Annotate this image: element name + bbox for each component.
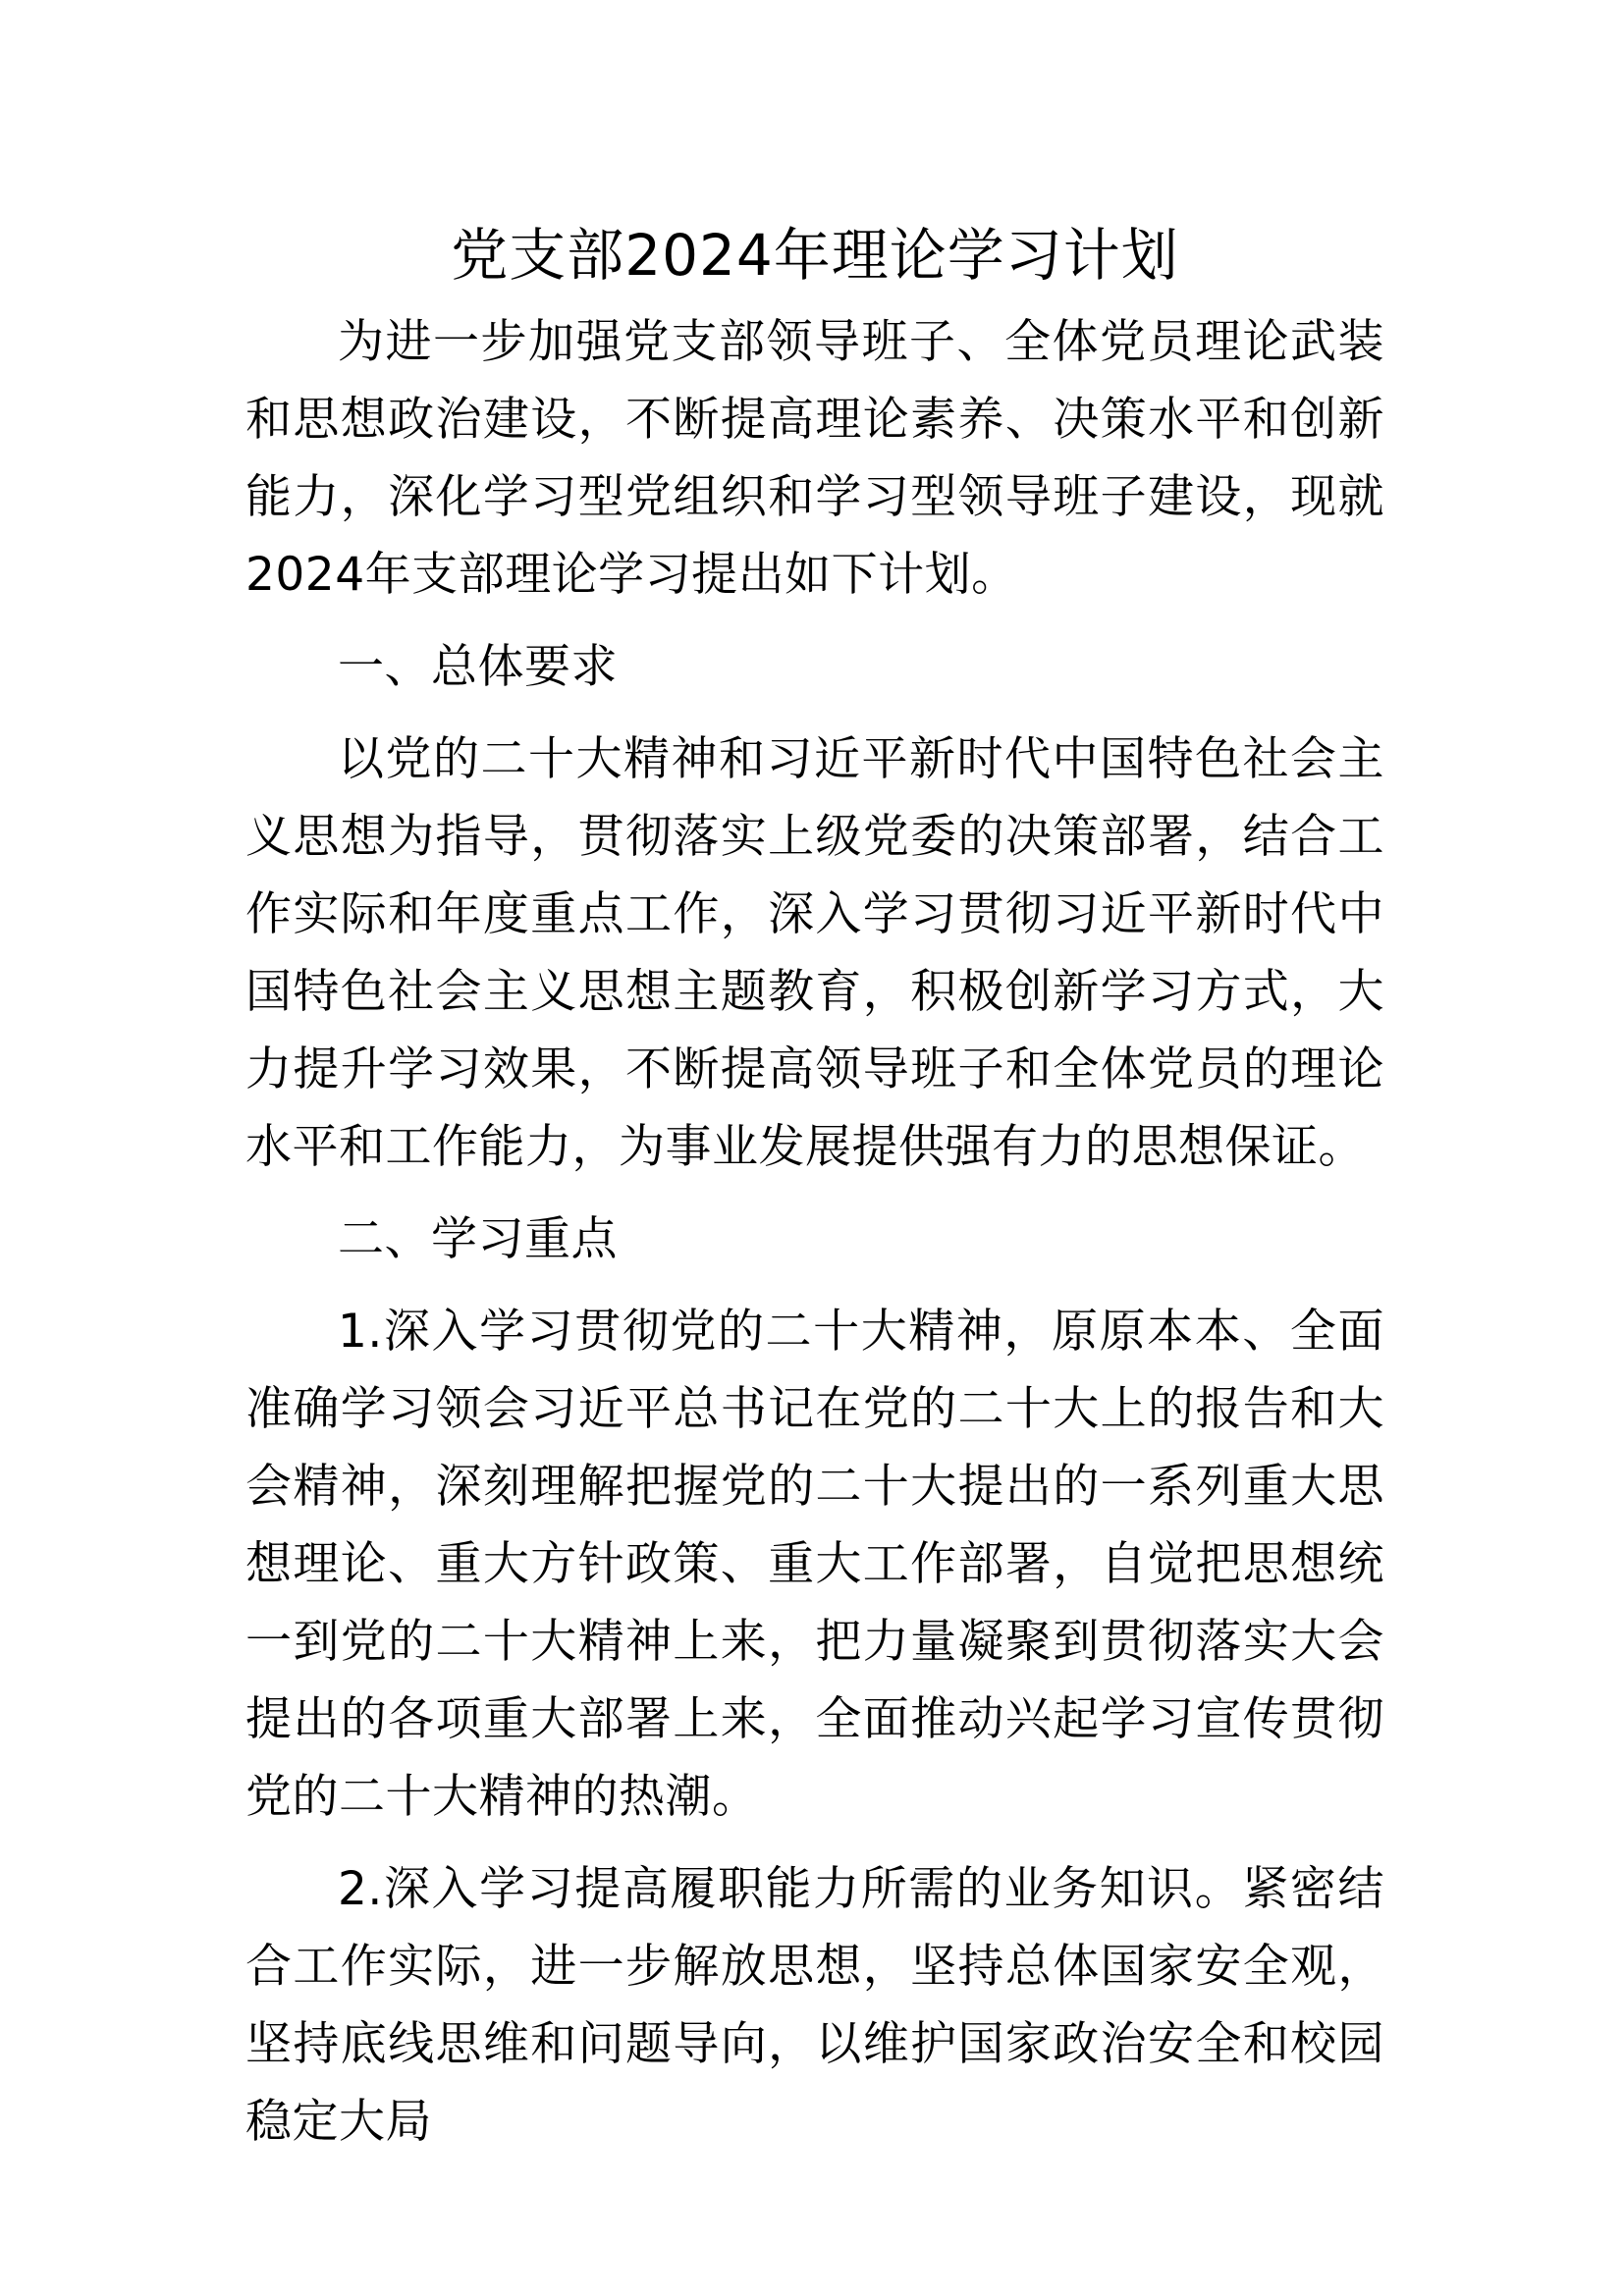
- intro-paragraph: 为进一步加强党支部领导班子、全体党员理论武装和思想政治建设，不断提高理论素养、决策水平和创新能力，深化学习型党组织和学习型领导班子建设，现就 2024年支部理论学习提出如下计划。: [245, 315, 1384, 602]
- study-focus-item-1: 1.深入学习贯彻党的二十大精神，原原本本、全面准确学习领会习近平总书记在党的二十大上的报告和大会精神，深刻理解把握党的二十大提出的一系列重大思想理论、重大方针政策、重大工作部署，自觉把思想统一到党的二十大精神上来，把力量凝聚到贯彻落实大会提出的各项重大部署上来，全面推动兴起学习宣传贯彻党的二十大精神的热潮。: [245, 1305, 1384, 1824]
- document-page: [245, 211, 1384, 2175]
- section-heading-general-requirements: 一、总体要求: [338, 640, 618, 694]
- study-focus-item-2: 2.深入学习提高履职能力所需的业务知识。紧密结合工作实际，进一步解放思想，坚持总体国家安全观，坚持底线思维和问题导向，以维护国家政治安全和校园稳定大局: [245, 1862, 1384, 2149]
- general-requirements-paragraph: 以党的二十大精神和习近平新时代中国特色社会主义思想为指导，贯彻落实上级党委的决策部署，结合工作实际和年度重点工作，深入学习贯彻习近平新时代中国特色社会主义思想主题教育，积极创新学习方式，大力提升学习效果，不断提高领导班子和全体党员的理论水平和工作能力，为事业发展提供强有力的思想保证。: [245, 732, 1384, 1174]
- document-title: 党支部2024年理论学习计划: [451, 222, 1179, 289]
- section-heading-study-focus: 二、学习重点: [338, 1212, 618, 1266]
